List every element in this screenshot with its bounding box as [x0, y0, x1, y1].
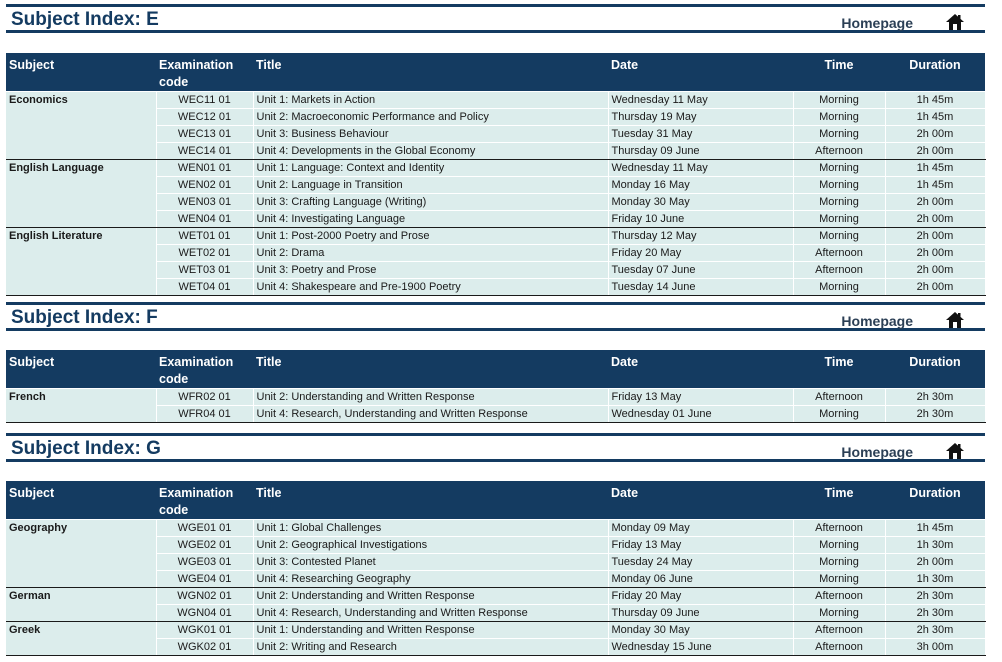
col-time: Time	[793, 481, 885, 520]
date-cell: Friday 13 May	[608, 537, 793, 554]
duration-cell: 1h 30m	[885, 537, 985, 554]
col-duration: Duration	[885, 53, 985, 92]
date-cell: Wednesday 11 May	[608, 92, 793, 109]
col-time: Time	[793, 53, 885, 92]
col-date: Date	[608, 350, 793, 389]
time-cell: Morning	[793, 537, 885, 554]
duration-cell: 2h 00m	[885, 279, 985, 296]
exam-code-cell: WEN01 01	[156, 160, 253, 177]
exam-code-cell: WGE01 01	[156, 520, 253, 537]
homepage-link[interactable]: Homepage	[841, 444, 913, 460]
time-cell: Morning	[793, 109, 885, 126]
duration-cell: 1h 30m	[885, 571, 985, 588]
time-cell: Morning	[793, 228, 885, 245]
date-cell: Thursday 19 May	[608, 109, 793, 126]
exam-code-cell: WEN04 01	[156, 211, 253, 228]
time-cell: Afternoon	[793, 262, 885, 279]
col-exam-code-line2: code	[159, 75, 189, 89]
date-cell: Monday 09 May	[608, 520, 793, 537]
section-title: Subject Index: E	[11, 9, 159, 30]
subject-cell: French	[6, 389, 156, 423]
title-cell: Unit 1: Language: Context and Identity	[253, 160, 608, 177]
title-cell: Unit 1: Markets in Action	[253, 92, 608, 109]
date-cell: Friday 10 June	[608, 211, 793, 228]
subject-cell: Greek	[6, 622, 156, 656]
exam-code-cell: WGN04 01	[156, 605, 253, 622]
date-cell: Tuesday 14 June	[608, 279, 793, 296]
col-exam-code-line2: code	[159, 503, 189, 517]
exam-code-cell: WET04 01	[156, 279, 253, 296]
time-cell: Afternoon	[793, 245, 885, 262]
title-cell: Unit 4: Investigating Language	[253, 211, 608, 228]
header-row	[6, 53, 985, 92]
title-cell: Unit 3: Business Behaviour	[253, 126, 608, 143]
time-cell: Afternoon	[793, 622, 885, 639]
title-cell: Unit 1: Post-2000 Poetry and Prose	[253, 228, 608, 245]
exam-code-cell: WGK01 01	[156, 622, 253, 639]
home-icon[interactable]	[945, 12, 965, 32]
time-cell: Morning	[793, 605, 885, 622]
home-icon[interactable]	[945, 441, 965, 461]
date-cell: Monday 30 May	[608, 622, 793, 639]
table-row	[6, 520, 985, 537]
title-cell: Unit 2: Geographical Investigations	[253, 537, 608, 554]
duration-cell: 2h 30m	[885, 406, 985, 423]
table-row	[6, 622, 985, 639]
date-cell: Wednesday 15 June	[608, 639, 793, 656]
duration-cell: 2h 00m	[885, 228, 985, 245]
section-header	[6, 302, 985, 331]
title-cell: Unit 2: Language in Transition	[253, 177, 608, 194]
header-row	[6, 350, 985, 389]
homepage-link[interactable]: Homepage	[841, 15, 913, 31]
date-cell: Friday 20 May	[608, 245, 793, 262]
exam-code-cell: WGE02 01	[156, 537, 253, 554]
header-row	[6, 481, 985, 520]
col-subject: Subject	[6, 350, 156, 389]
duration-cell: 1h 45m	[885, 520, 985, 537]
duration-cell: 2h 00m	[885, 194, 985, 211]
col-time: Time	[793, 350, 885, 389]
date-cell: Monday 16 May	[608, 177, 793, 194]
time-cell: Morning	[793, 177, 885, 194]
duration-cell: 2h 30m	[885, 389, 985, 406]
exam-code-cell: WGN02 01	[156, 588, 253, 605]
date-cell: Thursday 09 June	[608, 143, 793, 160]
subject-cell: Economics	[6, 92, 156, 160]
subject-cell: English Language	[6, 160, 156, 228]
title-cell: Unit 3: Contested Planet	[253, 554, 608, 571]
duration-cell: 2h 30m	[885, 605, 985, 622]
date-cell: Tuesday 24 May	[608, 554, 793, 571]
exam-code-cell: WEN02 01	[156, 177, 253, 194]
duration-cell: 2h 30m	[885, 622, 985, 639]
section-title: Subject Index: G	[11, 438, 161, 459]
exam-code-cell: WFR04 01	[156, 406, 253, 423]
table-row	[6, 588, 985, 605]
date-cell: Tuesday 31 May	[608, 126, 793, 143]
exam-table	[6, 350, 986, 423]
duration-cell: 2h 30m	[885, 588, 985, 605]
date-cell: Wednesday 11 May	[608, 160, 793, 177]
time-cell: Morning	[793, 571, 885, 588]
exam-code-cell: WFR02 01	[156, 389, 253, 406]
col-title: Title	[253, 481, 608, 520]
title-cell: Unit 1: Understanding and Written Response	[253, 622, 608, 639]
duration-cell: 2h 00m	[885, 554, 985, 571]
subject-cell: German	[6, 588, 156, 622]
duration-cell: 2h 00m	[885, 211, 985, 228]
exam-code-cell: WGE03 01	[156, 554, 253, 571]
table-row	[6, 389, 985, 406]
duration-cell: 2h 00m	[885, 262, 985, 279]
col-subject: Subject	[6, 53, 156, 92]
time-cell: Morning	[793, 160, 885, 177]
duration-cell: 1h 45m	[885, 177, 985, 194]
homepage-link[interactable]: Homepage	[841, 313, 913, 329]
title-cell: Unit 2: Understanding and Written Response	[253, 588, 608, 605]
time-cell: Afternoon	[793, 389, 885, 406]
exam-code-cell: WEC12 01	[156, 109, 253, 126]
time-cell: Morning	[793, 406, 885, 423]
col-duration: Duration	[885, 350, 985, 389]
title-cell: Unit 1: Global Challenges	[253, 520, 608, 537]
exam-code-cell: WEC14 01	[156, 143, 253, 160]
title-cell: Unit 3: Poetry and Prose	[253, 262, 608, 279]
exam-code-cell: WET01 01	[156, 228, 253, 245]
time-cell: Morning	[793, 92, 885, 109]
date-cell: Friday 20 May	[608, 588, 793, 605]
exam-code-cell: WEC13 01	[156, 126, 253, 143]
exam-code-cell: WEN03 01	[156, 194, 253, 211]
duration-cell: 1h 45m	[885, 92, 985, 109]
time-cell: Morning	[793, 126, 885, 143]
section-title: Subject Index: F	[11, 307, 158, 328]
time-cell: Morning	[793, 211, 885, 228]
col-date: Date	[608, 481, 793, 520]
title-cell: Unit 2: Understanding and Written Response	[253, 389, 608, 406]
title-cell: Unit 4: Researching Geography	[253, 571, 608, 588]
time-cell: Morning	[793, 554, 885, 571]
exam-code-cell: WGK02 01	[156, 639, 253, 656]
date-cell: Monday 06 June	[608, 571, 793, 588]
section-header	[6, 4, 985, 33]
title-cell: Unit 2: Writing and Research	[253, 639, 608, 656]
exam-code-cell: WEC11 01	[156, 92, 253, 109]
time-cell: Afternoon	[793, 520, 885, 537]
date-cell: Tuesday 07 June	[608, 262, 793, 279]
col-exam-code	[156, 350, 253, 389]
subject-cell: English Literature	[6, 228, 156, 296]
date-cell: Thursday 09 June	[608, 605, 793, 622]
exam-code-cell: WGE04 01	[156, 571, 253, 588]
col-exam-code	[156, 53, 253, 92]
duration-cell: 2h 00m	[885, 126, 985, 143]
section-header	[6, 433, 985, 462]
time-cell: Morning	[793, 279, 885, 296]
title-cell: Unit 2: Macroeconomic Performance and Policy	[253, 109, 608, 126]
exam-table	[6, 53, 986, 296]
duration-cell: 1h 45m	[885, 109, 985, 126]
duration-cell: 2h 00m	[885, 245, 985, 262]
exam-code-cell: WET02 01	[156, 245, 253, 262]
table-row	[6, 92, 985, 109]
col-title: Title	[253, 53, 608, 92]
duration-cell: 1h 45m	[885, 160, 985, 177]
date-cell: Wednesday 01 June	[608, 406, 793, 423]
table-row	[6, 160, 985, 177]
date-cell: Thursday 12 May	[608, 228, 793, 245]
title-cell: Unit 4: Developments in the Global Economy	[253, 143, 608, 160]
date-cell: Friday 13 May	[608, 389, 793, 406]
exam-table	[6, 481, 986, 656]
time-cell: Afternoon	[793, 143, 885, 160]
col-duration: Duration	[885, 481, 985, 520]
col-title: Title	[253, 350, 608, 389]
subject-cell: Geography	[6, 520, 156, 588]
table-row	[6, 228, 985, 245]
title-cell: Unit 4: Shakespeare and Pre-1900 Poetry	[253, 279, 608, 296]
col-exam-code-line1: Examination	[159, 486, 234, 500]
col-exam-code-line1: Examination	[159, 58, 234, 72]
exam-code-cell: WET03 01	[156, 262, 253, 279]
col-exam-code-line2: code	[159, 372, 189, 386]
title-cell: Unit 3: Crafting Language (Writing)	[253, 194, 608, 211]
col-subject: Subject	[6, 481, 156, 520]
time-cell: Morning	[793, 194, 885, 211]
duration-cell: 3h 00m	[885, 639, 985, 656]
col-exam-code-line1: Examination	[159, 355, 234, 369]
title-cell: Unit 4: Research, Understanding and Written Response	[253, 605, 608, 622]
title-cell: Unit 4: Research, Understanding and Written Response	[253, 406, 608, 423]
date-cell: Monday 30 May	[608, 194, 793, 211]
duration-cell: 2h 00m	[885, 143, 985, 160]
col-date: Date	[608, 53, 793, 92]
home-icon[interactable]	[945, 310, 965, 330]
time-cell: Afternoon	[793, 588, 885, 605]
title-cell: Unit 2: Drama	[253, 245, 608, 262]
time-cell: Afternoon	[793, 639, 885, 656]
col-exam-code	[156, 481, 253, 520]
